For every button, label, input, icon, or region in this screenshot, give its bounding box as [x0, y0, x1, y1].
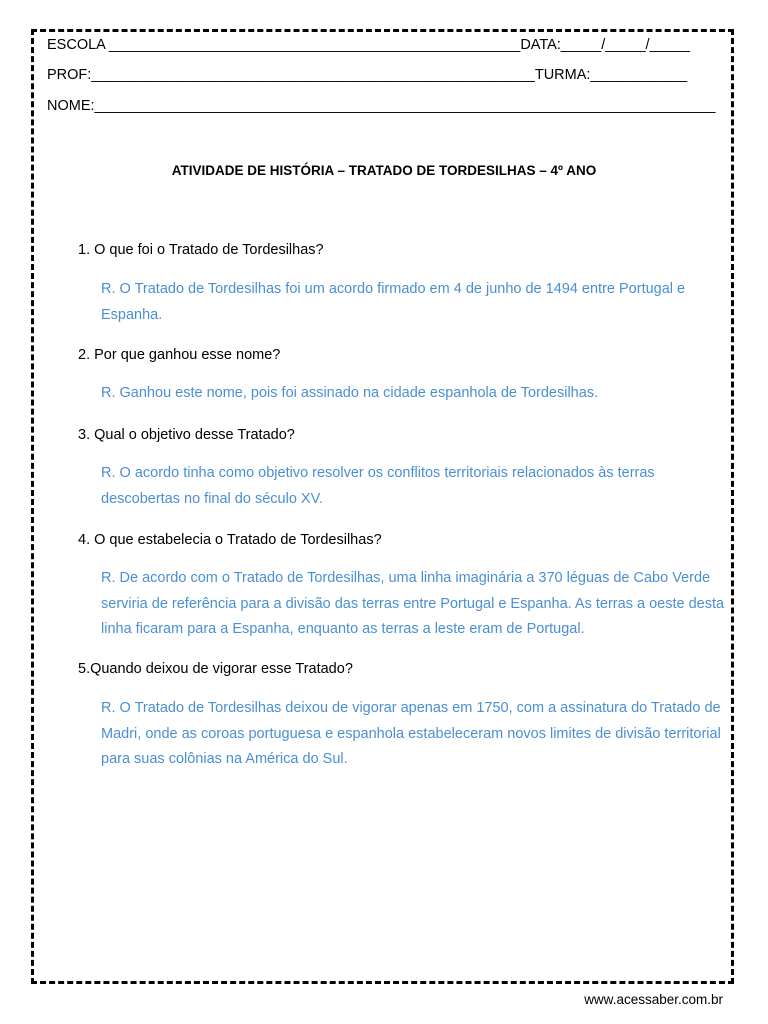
- nome-line: NOME:_____________________________________________________________________________: [47, 98, 716, 114]
- answer-2: R. Ganhou este nome, pois foi assinado na cidade espanhola de Tordesilhas.: [101, 385, 599, 401]
- question-1: 1. O que foi o Tratado de Tordesilhas?: [78, 242, 324, 258]
- prof-turma-line: PROF:_______________________________________________________TURMA:____________: [47, 67, 688, 83]
- question-4: 4. O que estabelecia o Tratado de Tordesilhas?: [78, 532, 382, 548]
- question-5: 5.Quando deixou de vigorar esse Tratado?: [78, 661, 353, 677]
- escola-data-line: ESCOLA ___________________________________________________DATA:_____/_____/_____: [47, 37, 690, 53]
- answer-5: R. O Tratado de Tordesilhas deixou de vigorar apenas em 1750, com a assinatura do Tratado de Madri, onde as coroas portuguesa e espanhola estabeleceram novos limites de divisão territorial para suas colônias na América do Sul.: [101, 700, 721, 767]
- website-footer: www.acessaber.com.br: [584, 992, 723, 1007]
- answer-4: R. De acordo com o Tratado de Tordesilhas, uma linha imaginária a 370 léguas de Cabo Verde serviria de referência para a divisão das terras entre Portugal e Espanha. As terras a oeste desta linha ficaram para a Espanha, enquanto as terras a leste eram de Portugal.: [101, 570, 725, 637]
- question-2: 2. Por que ganhou esse nome?: [78, 347, 281, 363]
- question-3: 3. Qual o objetivo desse Tratado?: [78, 427, 295, 443]
- activity-title: ATIVIDADE DE HISTÓRIA – TRATADO DE TORDESILHAS – 4º ANO: [171, 163, 597, 178]
- answer-3: R. O acordo tinha como objetivo resolver os conflitos territoriais relacionados às terras descobertas no final do século XV.: [101, 465, 655, 507]
- answer-1: R. O Tratado de Tordesilhas foi um acordo firmado em 4 de junho de 1494 entre Portugal e Espanha.: [101, 281, 686, 323]
